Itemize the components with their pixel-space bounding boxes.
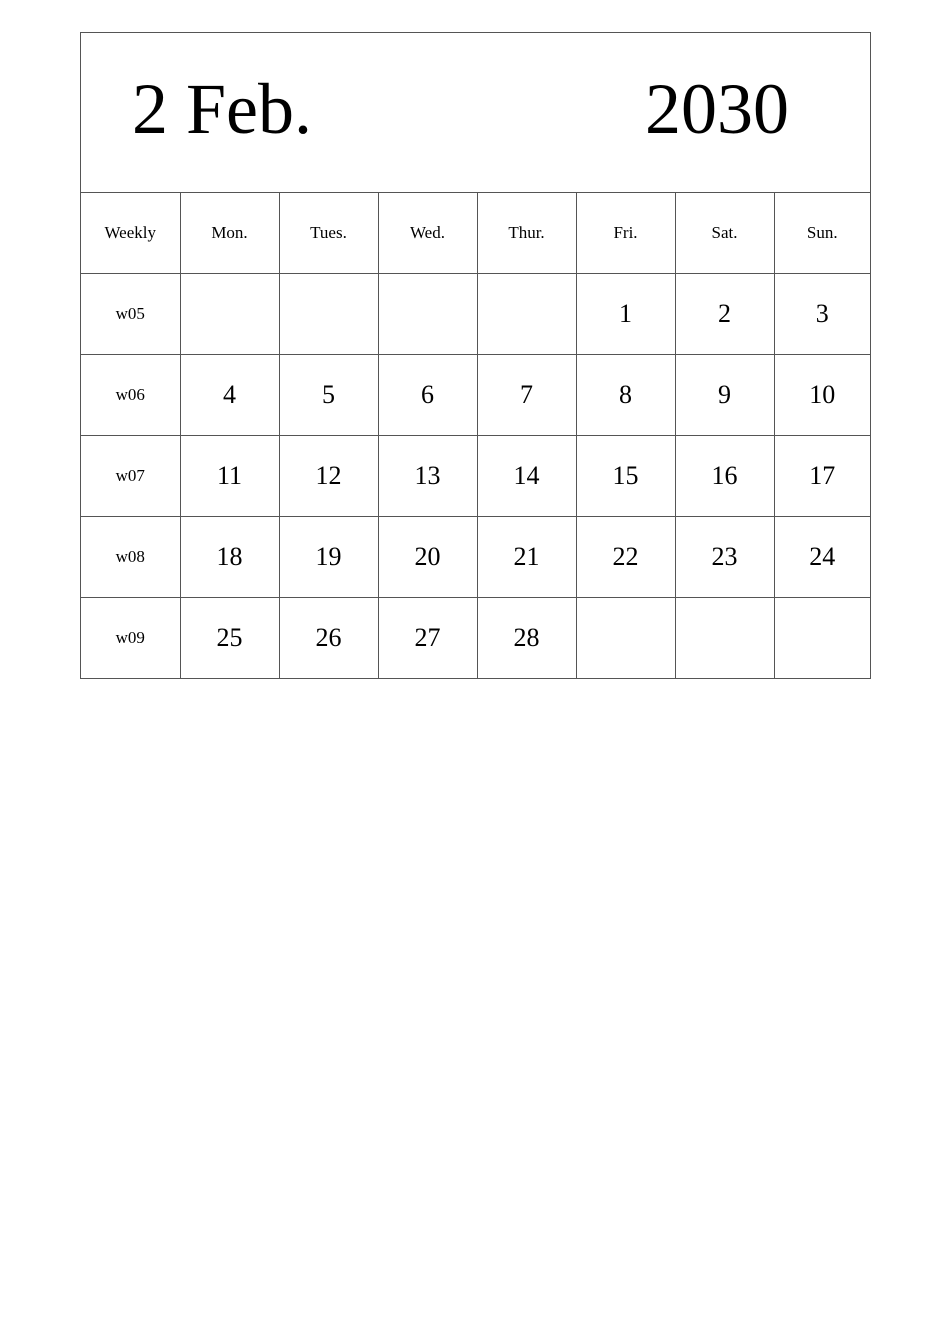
day-cell: 18 xyxy=(180,517,279,598)
day-cell: 26 xyxy=(279,598,378,679)
day-cell: 8 xyxy=(576,355,675,436)
day-cell: 24 xyxy=(774,517,870,598)
day-cell xyxy=(279,274,378,355)
column-header-fri: Fri. xyxy=(576,193,675,274)
column-header-sun: Sun. xyxy=(774,193,870,274)
month-label: 2 Feb. xyxy=(132,69,312,149)
weekday-header-row xyxy=(81,193,870,274)
day-cell: 1 xyxy=(576,274,675,355)
day-cell: 12 xyxy=(279,436,378,517)
day-cell: 9 xyxy=(675,355,774,436)
day-cell: 2 xyxy=(675,274,774,355)
column-header-weekly: Weekly xyxy=(81,193,180,274)
day-cell: 28 xyxy=(477,598,576,679)
column-header-thu: Thur. xyxy=(477,193,576,274)
column-header-tue: Tues. xyxy=(279,193,378,274)
week-row xyxy=(81,517,870,598)
week-number: w09 xyxy=(81,598,180,679)
calendar-grid xyxy=(81,193,870,678)
day-cell: 10 xyxy=(774,355,870,436)
week-row xyxy=(81,274,870,355)
day-cell: 3 xyxy=(774,274,870,355)
day-cell: 11 xyxy=(180,436,279,517)
week-row xyxy=(81,355,870,436)
year-label: 2030 xyxy=(645,69,789,149)
day-cell: 15 xyxy=(576,436,675,517)
day-cell: 5 xyxy=(279,355,378,436)
day-cell xyxy=(774,598,870,679)
day-cell xyxy=(180,274,279,355)
day-cell: 25 xyxy=(180,598,279,679)
day-cell: 16 xyxy=(675,436,774,517)
day-cell: 4 xyxy=(180,355,279,436)
week-number: w07 xyxy=(81,436,180,517)
week-row xyxy=(81,598,870,679)
week-number: w06 xyxy=(81,355,180,436)
week-number: w05 xyxy=(81,274,180,355)
day-cell xyxy=(477,274,576,355)
column-header-wed: Wed. xyxy=(378,193,477,274)
week-number: w08 xyxy=(81,517,180,598)
column-header-sat: Sat. xyxy=(675,193,774,274)
day-cell: 27 xyxy=(378,598,477,679)
column-header-mon: Mon. xyxy=(180,193,279,274)
day-cell xyxy=(675,598,774,679)
calendar-header xyxy=(81,33,870,193)
day-cell: 21 xyxy=(477,517,576,598)
week-row xyxy=(81,436,870,517)
day-cell: 7 xyxy=(477,355,576,436)
calendar xyxy=(80,32,871,679)
day-cell: 23 xyxy=(675,517,774,598)
day-cell xyxy=(576,598,675,679)
day-cell: 17 xyxy=(774,436,870,517)
day-cell: 13 xyxy=(378,436,477,517)
day-cell: 19 xyxy=(279,517,378,598)
day-cell: 22 xyxy=(576,517,675,598)
day-cell xyxy=(378,274,477,355)
day-cell: 6 xyxy=(378,355,477,436)
day-cell: 14 xyxy=(477,436,576,517)
day-cell: 20 xyxy=(378,517,477,598)
